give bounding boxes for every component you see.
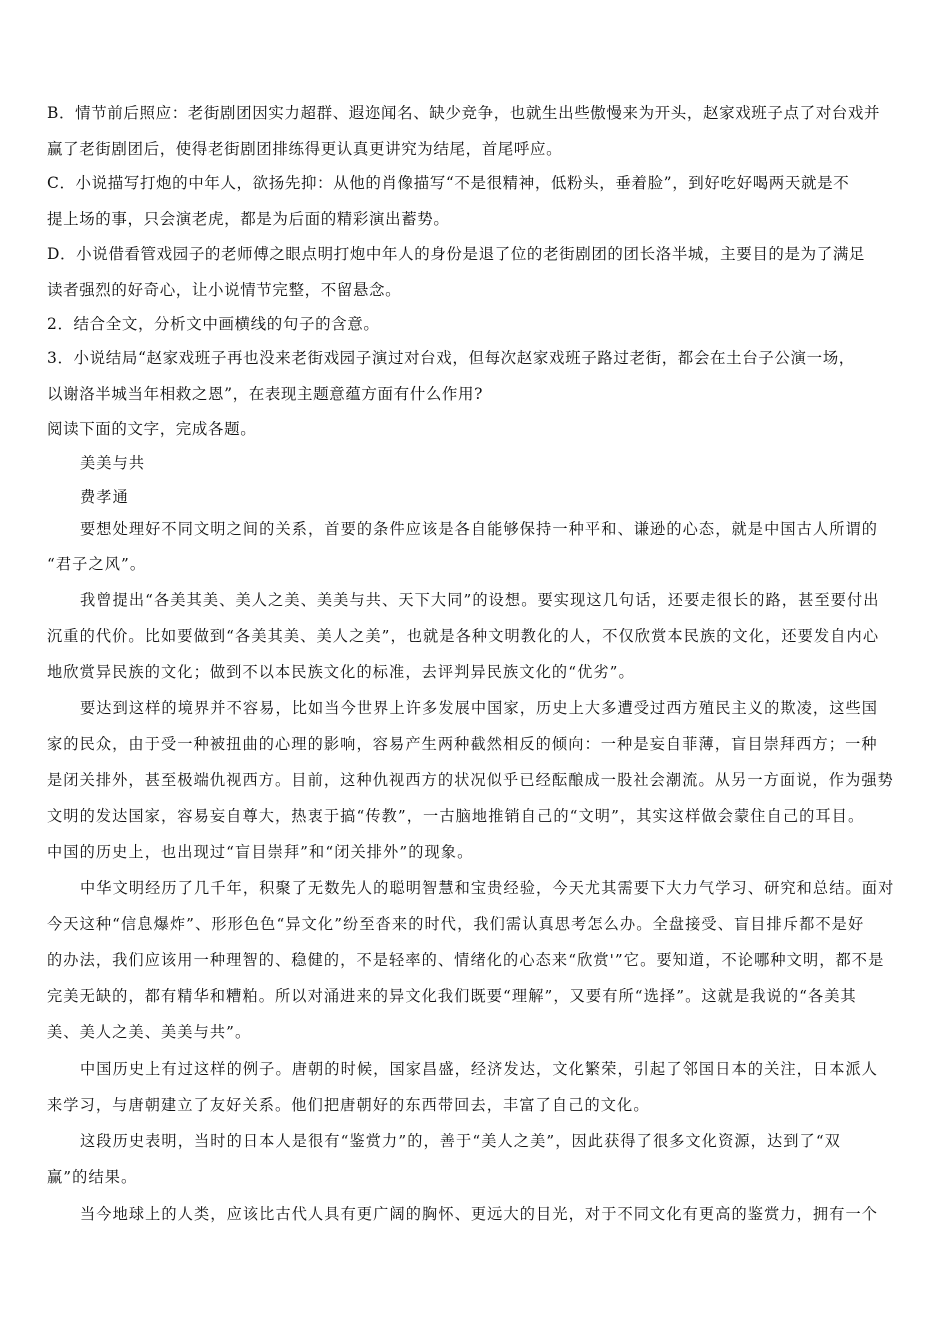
article-line: 我曾提出“各美其美、美人之美、美美与共、天下大同”的设想。要实现这几句话，还要走很长的路，甚至要付出 (80, 591, 880, 609)
article-line: 沉重的代价。比如要做到“各美其美、美人之美”，也就是各种文明教化的人，不仅欣赏本民族的文化，还要发自内心 (47, 627, 880, 645)
article-line: 中国的历史上，也出现过“盲目崇拜”和“闭关排外”的现象。 (47, 843, 474, 861)
article-line: 要达到这样的境界并不容易，比如当今世界上许多发展中国家，历史上大多遭受过西方殖民主义的欺凌，这些国 (80, 699, 879, 717)
article-line: 来学习，与唐朝建立了友好关系。他们把唐朝好的东西带回去，丰富了自己的文化。 (47, 1096, 650, 1114)
article-line: 要想处理好不同文明之间的关系，首要的条件应该是各自能够保持一种平和、谦逊的心态，就是中国古人所谓的 (80, 520, 879, 538)
article-line: 赢”的结果。 (47, 1168, 138, 1186)
article-title: 美美与共 (80, 454, 146, 472)
question-2: 2．结合全文，分析文中画横线的句子的含意。 (47, 315, 380, 333)
article-line: 是闭关排外，甚至极端仇视西方。目前，这种仇视西方的状况似乎已经酝酿成一股社会潮流。从另一方面说，作为强势 (47, 771, 894, 789)
question-3-line-2: 以谢洛半城当年相救之恩”，在表现主题意蕴方面有什么作用? (47, 385, 484, 403)
article-line: 文明的发达国家，容易妄自尊大，热衷于搞“传教”，一古脑地推销自己的“文明”，其实这样做会蒙住自己的耳目。 (47, 807, 865, 825)
article-line: 这段历史表明，当时的日本人是很有“鉴赏力”的，善于“美人之美”，因此获得了很多文化资源，达到了“双 (80, 1132, 841, 1150)
article-line: 中国历史上有过这样的例子。唐朝的时候，国家昌盛，经济发达，文化繁荣，引起了邻国日本的关注，日本派人 (80, 1060, 879, 1078)
option-b-line-1: B．情节前后照应：老街剧团因实力超群、遐迩闻名、缺少竞争，也就生出些傲慢来为开头，赵家戏班子点了对台戏并 (47, 104, 881, 122)
option-c-line-2: 提上场的事，只会演老虎，都是为后面的精彩演出蓄势。 (47, 210, 450, 228)
article-line: 地欣赏异民族的文化；做到不以本民族文化的标准，去评判异民族文化的“优劣”。 (47, 663, 635, 681)
option-c-line-1: C．小说描写打炮的中年人，欲扬先抑：从他的肖像描写“不是很精神，低粉头，垂着脸”，到好吃好喝两天就是不 (47, 174, 850, 192)
option-b-line-2: 赢了老街剧团后，使得老街剧团排练得更认真更讲究为结尾，首尾呼应。 (47, 140, 563, 158)
option-d-line-1: D．小说借看管戏园子的老师傅之眼点明打炮中年人的身份是退了位的老街剧团的团长洛半城，主要目的是为了满足 (47, 245, 866, 263)
article-line: 的办法，我们应该用一种理智的、稳健的，不是轻率的、情绪化的心态来“欣赏'”它。要知道，不论哪种文明，都不是 (47, 951, 885, 969)
reading-instruction: 阅读下面的文字，完成各题。 (47, 420, 257, 438)
article-line: 今天这种“信息爆炸”、形形色色“异文化”纷至沓来的时代，我们需认真思考怎么办。全盘接受、盲目排斥都不是好 (47, 915, 865, 933)
question-3-line-1: 3．小说结局“赵家戏班子再也没来老街戏园子演过对台戏，但每次赵家戏班子路过老街，都会在土台子公演一场， (47, 349, 855, 367)
article-line: 完美无缺的，都有精华和糟粕。所以对涌进来的异文化我们既要“理解”，又要有所“选择”。这就是我说的“各美其 (47, 987, 857, 1005)
article-line: 家的民众，由于受一种被扭曲的心理的影响，容易产生两种截然相反的倾向：一种是妄自菲薄，盲目崇拜西方；一种 (47, 735, 878, 753)
article-line: 美、美人之美、美美与共”。 (47, 1023, 252, 1041)
article-line: 当今地球上的人类，应该比古代人具有更广阔的胸怀、更远大的目光，对于不同文化有更高的鉴赏力，拥有一个 (80, 1205, 879, 1223)
article-author: 费孝通 (80, 488, 129, 506)
article-line: “君子之风”。 (47, 555, 147, 573)
article-line: 中华文明经历了几千年，积聚了无数先人的聪明智慧和宝贵经验，今天尤其需要下大力气学习、研究和总结。面对 (80, 879, 895, 897)
option-d-line-2: 读者强烈的好奇心，让小说情节完整，不留悬念。 (47, 281, 402, 299)
